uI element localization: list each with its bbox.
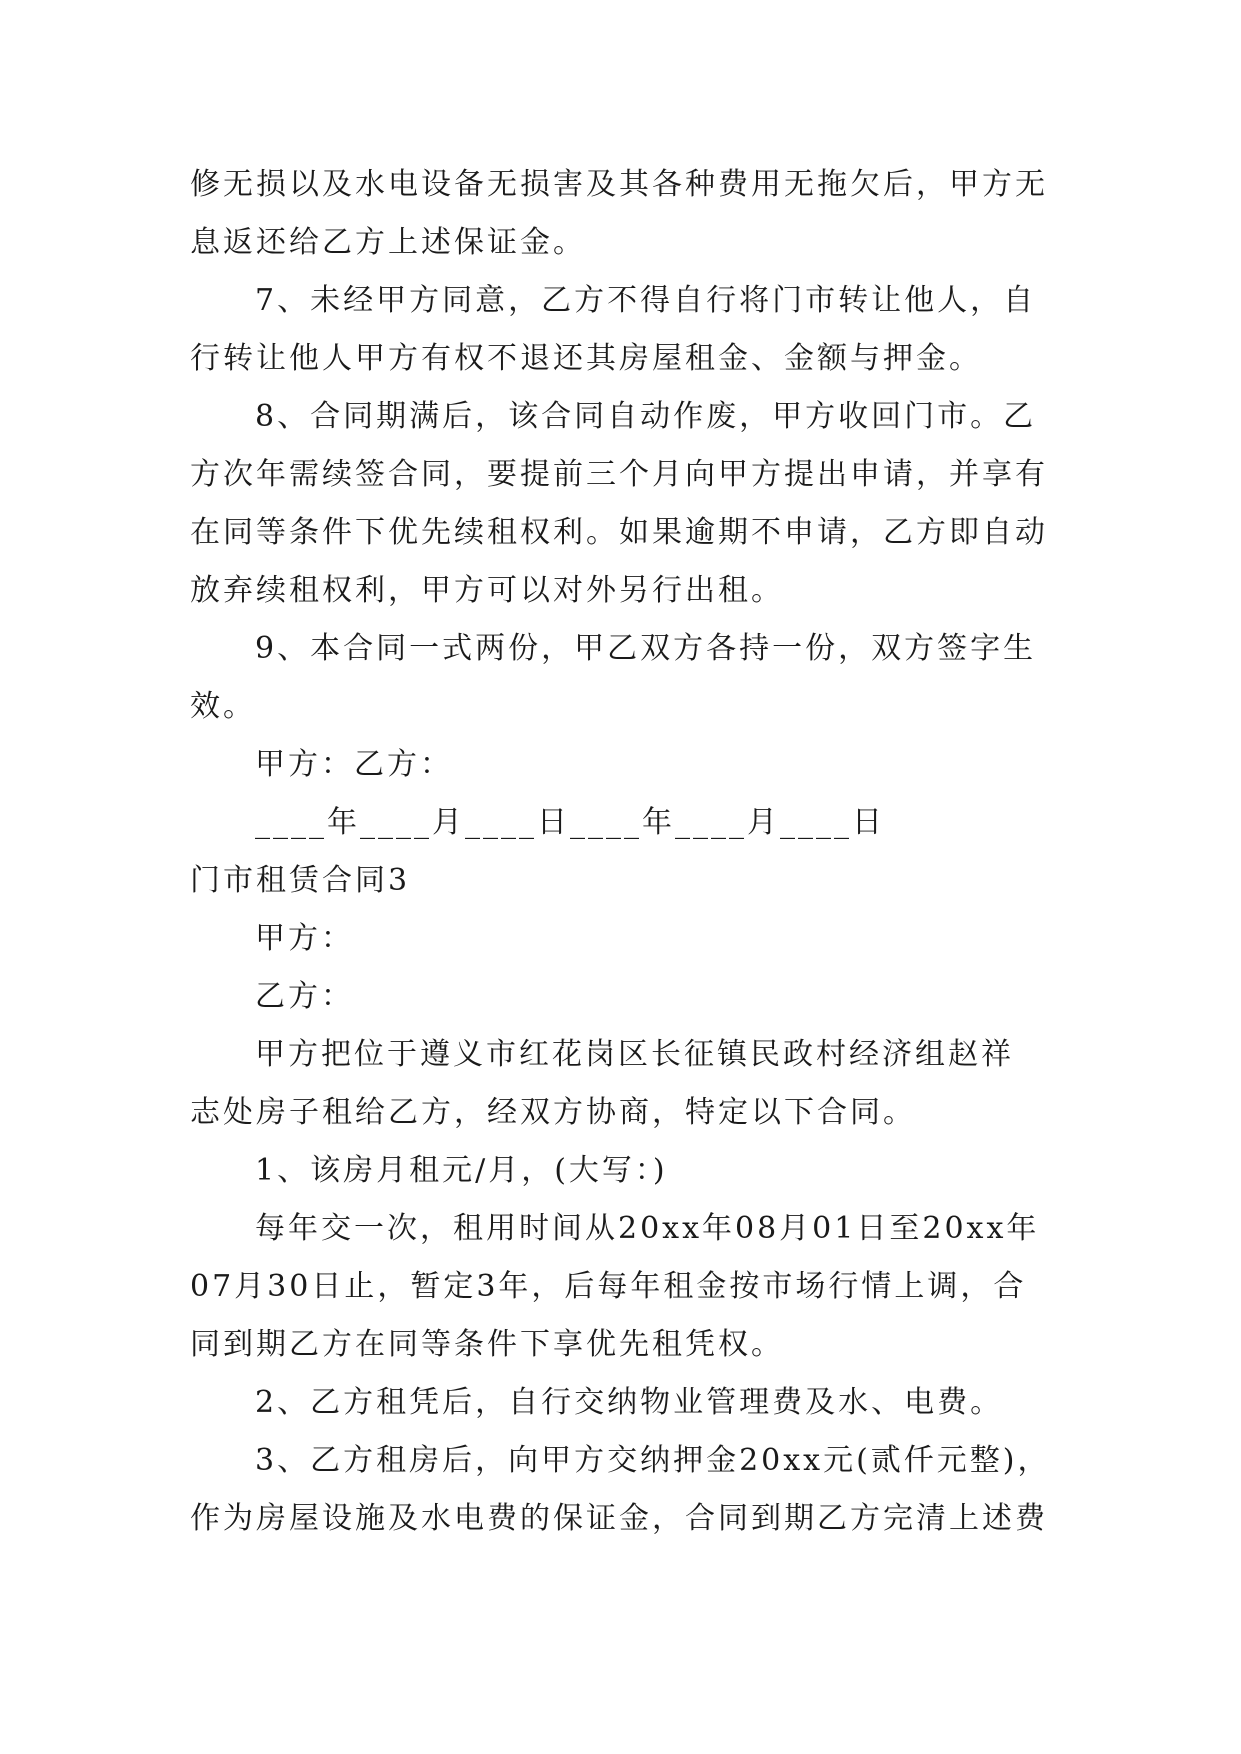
text-line: 07月30日止，暂定3年，后每年租金按市场行情上调，合	[190, 1269, 1027, 1304]
text-line: 效。	[190, 689, 256, 724]
signature-dates: ____年____月____日____年____月____日	[255, 805, 885, 840]
signature-parties: 甲方：乙方：	[255, 747, 453, 782]
party-b: 乙方：	[255, 979, 354, 1014]
text-line: 修无损以及水电设备无损害及其各种费用无拖欠后，甲方无	[190, 167, 1048, 202]
clause-7: 7、未经甲方同意，乙方不得自行将门市转让他人，自	[255, 283, 1037, 318]
section-title: 门市租赁合同3	[190, 863, 411, 898]
text-line: 作为房屋设施及水电费的保证金，合同到期乙方完清上述费	[190, 1501, 1048, 1536]
text-line: 在同等条件下优先续租权利。如果逾期不申请，乙方即自动	[190, 515, 1048, 550]
text-line: 行转让他人甲方有权不退还其房屋租金、金额与押金。	[190, 341, 982, 376]
text-line: 同到期乙方在同等条件下享优先租凭权。	[190, 1327, 784, 1362]
text-line: 每年交一次，租用时间从20xx年08月01日至20xx年	[255, 1211, 1040, 1246]
text-line: 方次年需续签合同，要提前三个月向甲方提出申请，并享有	[190, 457, 1048, 492]
text-line: 息返还给乙方上述保证金。	[190, 225, 586, 260]
party-a: 甲方：	[255, 921, 354, 956]
clause-1: 1、该房月租元/月，(大写：)	[255, 1153, 668, 1188]
text-line: 放弃续租权利，甲方可以对外另行出租。	[190, 573, 784, 608]
clause-8: 8、合同期满后，该合同自动作废，甲方收回门市。乙	[255, 399, 1037, 434]
clause-9: 9、本合同一式两份，甲乙双方各持一份，双方签字生	[255, 631, 1037, 666]
intro-paragraph: 甲方把位于遵义市红花岗区长征镇民政村经济组赵祥	[255, 1037, 1014, 1072]
text-line: 志处房子租给乙方，经双方协商，特定以下合同。	[190, 1095, 916, 1130]
clause-3: 3、乙方租房后，向甲方交纳押金20xx元(贰仟元整)，	[255, 1443, 1051, 1478]
clause-2: 2、乙方租凭后，自行交纳物业管理费及水、电费。	[255, 1385, 1004, 1420]
